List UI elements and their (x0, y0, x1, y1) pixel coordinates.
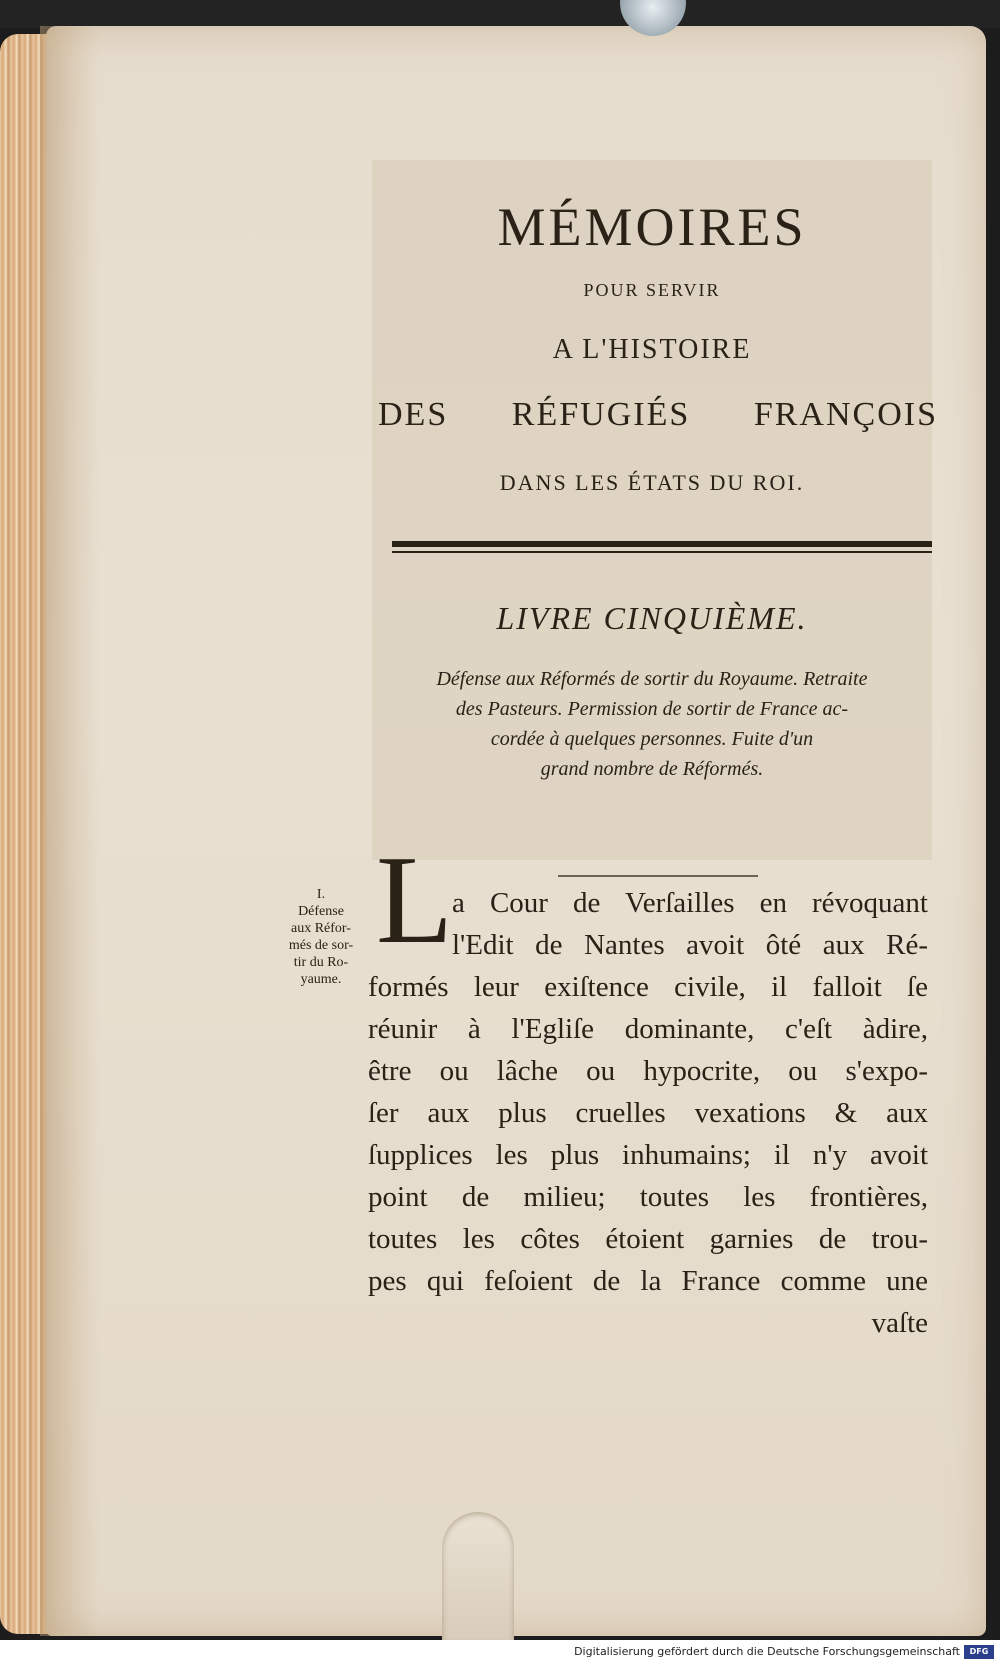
subtitle-word-1: DES (378, 396, 449, 433)
subtitle-line-2: A L'HISTOIRE (552, 334, 752, 365)
footer-credit: Digitalisierung gefördert durch die Deutsche Forschungsgemeinschaft (574, 1645, 960, 1658)
body-text (368, 882, 928, 1344)
body-line: toutes les côtes étoient garnies de trou- (368, 1223, 928, 1255)
page-clip-bottom (442, 1512, 514, 1642)
body-line: pes qui feſoient de la France comme une (368, 1265, 928, 1297)
margin-note-line: I. (316, 887, 326, 902)
summary-line: grand nombre de Réformés. (540, 758, 764, 780)
drop-cap: L (376, 831, 453, 970)
body-line: être ou lâche ou hypocrite, ou s'expo- (368, 1055, 928, 1087)
margin-note-line: yaume. (300, 972, 342, 987)
body-line: ſer aux plus cruelles vexations & aux (368, 1097, 928, 1129)
margin-note-line: tir du Ro- (293, 955, 349, 970)
chapter-summary (372, 664, 932, 784)
subtitle-line-4: DANS LES ÉTATS DU ROI. (499, 470, 805, 495)
summary-line: Défense aux Réformés de sortir du Royaume. Retraite (436, 668, 868, 690)
body-line: réunir à l'Egliſe dominante, c'eſt àdire, (368, 1013, 928, 1045)
footer-bar (0, 1640, 1000, 1666)
dfg-logo: DFG (964, 1645, 994, 1659)
body-line: ſupplices les plus inhumains; il n'y avoit (368, 1139, 928, 1171)
margin-note-line: Défense (298, 904, 344, 919)
margin-note-line: aux Réfor- (291, 921, 351, 936)
title-rule-thin (392, 551, 932, 553)
summary-line: cordée à quelques personnes. Fuite d'un (490, 728, 814, 750)
subtitle-line-1: POUR SERVIR (583, 280, 721, 300)
title-rule-thick (392, 541, 932, 547)
book-heading: LIVRE CINQUIÈME. (496, 600, 808, 636)
subtitle-word-2: RÉFUGIÉS (511, 396, 691, 433)
summary-line: des Pasteurs. Permission de sortir de France ac- (455, 698, 849, 720)
body-line: l'Edit de Nantes avoit ôté aux Ré- (452, 929, 928, 961)
subtitle-word-3: FRANÇOIS (753, 396, 938, 433)
page-gutter-shadow (40, 26, 100, 1636)
catchword: vaſte (871, 1307, 928, 1339)
document-title: MÉMOIRES (497, 197, 807, 257)
scanner-top-band (0, 0, 1000, 28)
subtitle-line-3 (378, 396, 938, 434)
margin-note (266, 886, 376, 988)
body-line: a Cour de Verſailles en révoquant (452, 887, 928, 919)
body-line: formés leur exiſtence civile, il falloit ſe (368, 971, 928, 1003)
margin-note-line: més de sor- (288, 938, 354, 953)
body-line: point de milieu; toutes les frontières, (368, 1181, 928, 1213)
section-rule (558, 875, 758, 877)
